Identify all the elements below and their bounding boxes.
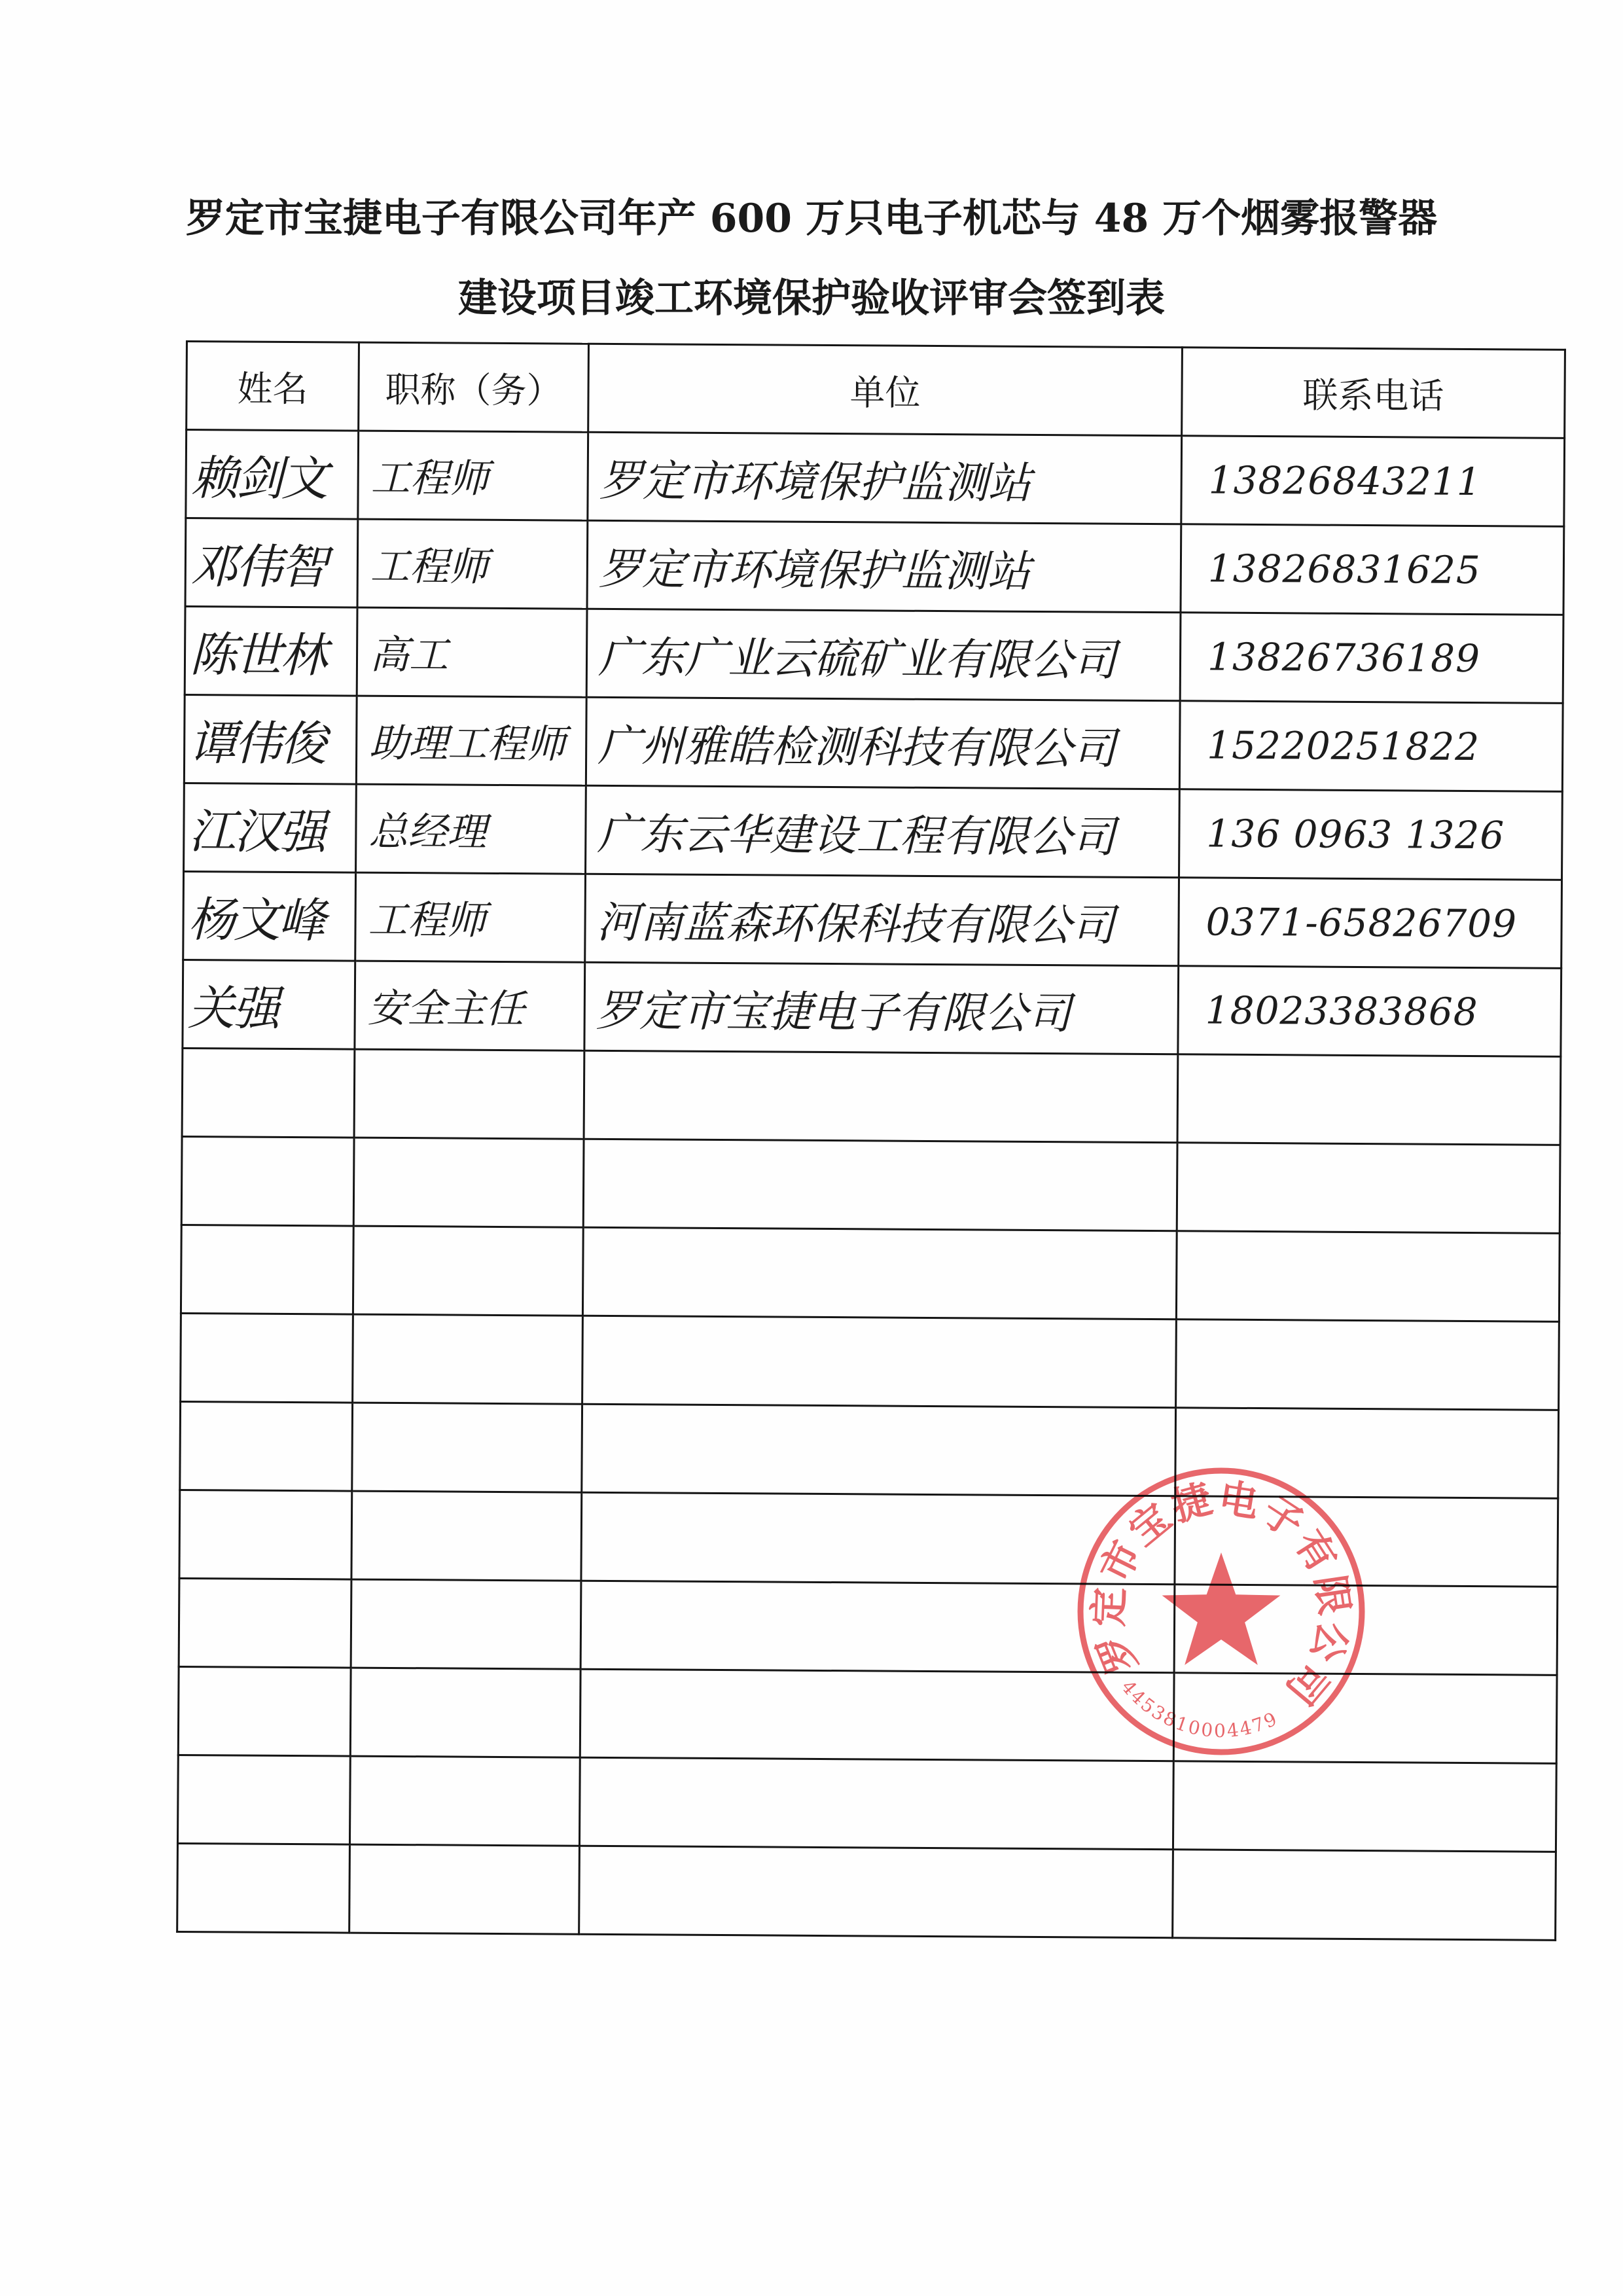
- table-row-empty: [182, 1048, 1561, 1145]
- empty-cell: [1177, 1143, 1560, 1234]
- seal-character: 市: [1092, 1534, 1150, 1590]
- cell-unit: 广东云华建设工程有限公司: [586, 785, 1180, 878]
- table-row: [186, 430, 1565, 527]
- cell-title: 高工: [357, 607, 587, 697]
- cell-unit: 罗定市宝捷电子有限公司: [584, 962, 1179, 1054]
- cell-name: 赖剑文: [186, 430, 359, 520]
- empty-cell: [179, 1490, 352, 1579]
- empty-cell: [1173, 1850, 1556, 1941]
- cell-unit: 广州雅皓检测科技有限公司: [586, 697, 1180, 789]
- empty-cell: [353, 1138, 584, 1227]
- cell-phone: 0371-65826709: [1179, 878, 1562, 969]
- table-row: [185, 607, 1563, 704]
- empty-cell: [584, 1050, 1178, 1143]
- cell-unit: 罗定市环境保护监测站: [588, 432, 1182, 524]
- header-title: 职称（务）: [359, 342, 589, 432]
- empty-cell: [177, 1755, 350, 1844]
- seal-character: 公: [1301, 1617, 1357, 1667]
- empty-cell: [579, 1757, 1173, 1850]
- cell-name: 杨文峰: [183, 871, 356, 961]
- seal-number-path: 4453810004479: [1117, 1676, 1282, 1742]
- empty-cell: [352, 1403, 582, 1492]
- cell-name: 陈世林: [185, 607, 357, 696]
- cell-phone: 18023383868: [1178, 966, 1561, 1057]
- table-header-row: [187, 342, 1565, 439]
- cell-unit: 广东广业云硫矿业有限公司: [586, 609, 1181, 701]
- empty-cell: [1177, 1054, 1561, 1145]
- seal-character: 宝: [1120, 1494, 1180, 1555]
- table-row: [183, 871, 1562, 968]
- table-row-empty: [177, 1843, 1556, 1940]
- company-seal: [1064, 1454, 1378, 1768]
- seal-character: 有: [1285, 1522, 1346, 1581]
- table-row-empty: [177, 1755, 1556, 1852]
- cell-phone: 15220251822: [1179, 701, 1563, 792]
- cell-title: 安全主任: [355, 961, 585, 1050]
- empty-cell: [181, 1313, 353, 1403]
- cell-phone: 136 0963 1326: [1179, 789, 1563, 880]
- empty-cell: [1176, 1319, 1560, 1410]
- empty-cell: [180, 1401, 353, 1491]
- empty-cell: [583, 1139, 1177, 1231]
- header-phone: 联系电话: [1182, 348, 1565, 439]
- cell-title: 总经理: [356, 784, 586, 874]
- empty-cell: [353, 1314, 583, 1404]
- table-row: [184, 783, 1563, 880]
- cell-phone: 13826736189: [1180, 613, 1563, 704]
- cell-name: 关强: [183, 960, 355, 1049]
- empty-cell: [351, 1491, 582, 1581]
- seal-character: 子: [1253, 1488, 1311, 1548]
- empty-cell: [1176, 1231, 1560, 1322]
- empty-cell: [177, 1843, 350, 1933]
- star-icon: [1162, 1552, 1281, 1665]
- empty-cell: [1173, 1761, 1556, 1852]
- empty-cell: [582, 1316, 1177, 1408]
- cell-title: 工程师: [357, 519, 588, 609]
- empty-cell: [579, 1846, 1173, 1938]
- document-title-line-2: 建设项目竣工环境保护验收评审会签到表: [458, 276, 1165, 321]
- seal-character: 捷: [1167, 1476, 1217, 1531]
- table-row: [185, 518, 1564, 615]
- table-row-empty: [181, 1136, 1560, 1233]
- seal-number: [1117, 1676, 1282, 1742]
- cell-title: 工程师: [358, 431, 588, 520]
- cell-phone: 13826831625: [1181, 524, 1564, 615]
- empty-cell: [582, 1227, 1177, 1319]
- empty-cell: [179, 1578, 351, 1668]
- seal-character: 定: [1086, 1587, 1133, 1628]
- cell-name: 邓伟智: [185, 518, 358, 608]
- cell-unit: 河南蓝森环保科技有限公司: [585, 874, 1179, 966]
- empty-cell: [353, 1226, 583, 1316]
- empty-cell: [349, 1756, 580, 1846]
- document-title-line-1: 罗定市宝捷电子有限公司年产 600 万只电子机芯与 48 万个烟雾报警器: [185, 196, 1438, 242]
- empty-cell: [181, 1136, 354, 1226]
- cell-title: 工程师: [355, 872, 586, 962]
- cell-unit: 罗定市环境保护监测站: [587, 520, 1181, 613]
- seal-character: 限: [1306, 1572, 1358, 1618]
- table-row-empty: [181, 1225, 1560, 1321]
- header-name: 姓名: [187, 342, 359, 431]
- empty-cell: [181, 1225, 353, 1314]
- empty-cell: [182, 1048, 355, 1138]
- empty-cell: [354, 1049, 584, 1139]
- empty-cell: [349, 1844, 580, 1934]
- seal-character: 罗: [1088, 1626, 1147, 1680]
- table-row: [183, 960, 1561, 1056]
- seal-character: 司: [1276, 1653, 1338, 1713]
- table-row: [184, 694, 1563, 791]
- empty-cell: [178, 1666, 351, 1756]
- header-unit: 单位: [588, 344, 1183, 436]
- empty-cell: [350, 1668, 580, 1757]
- cell-name: 江汉强: [184, 783, 357, 872]
- empty-cell: [351, 1579, 581, 1669]
- cell-name: 谭伟俊: [184, 694, 357, 784]
- seal-character: 电: [1215, 1475, 1262, 1527]
- cell-title: 助理工程师: [356, 696, 586, 785]
- table-row-empty: [181, 1313, 1560, 1410]
- cell-phone: 13826843211: [1181, 436, 1565, 527]
